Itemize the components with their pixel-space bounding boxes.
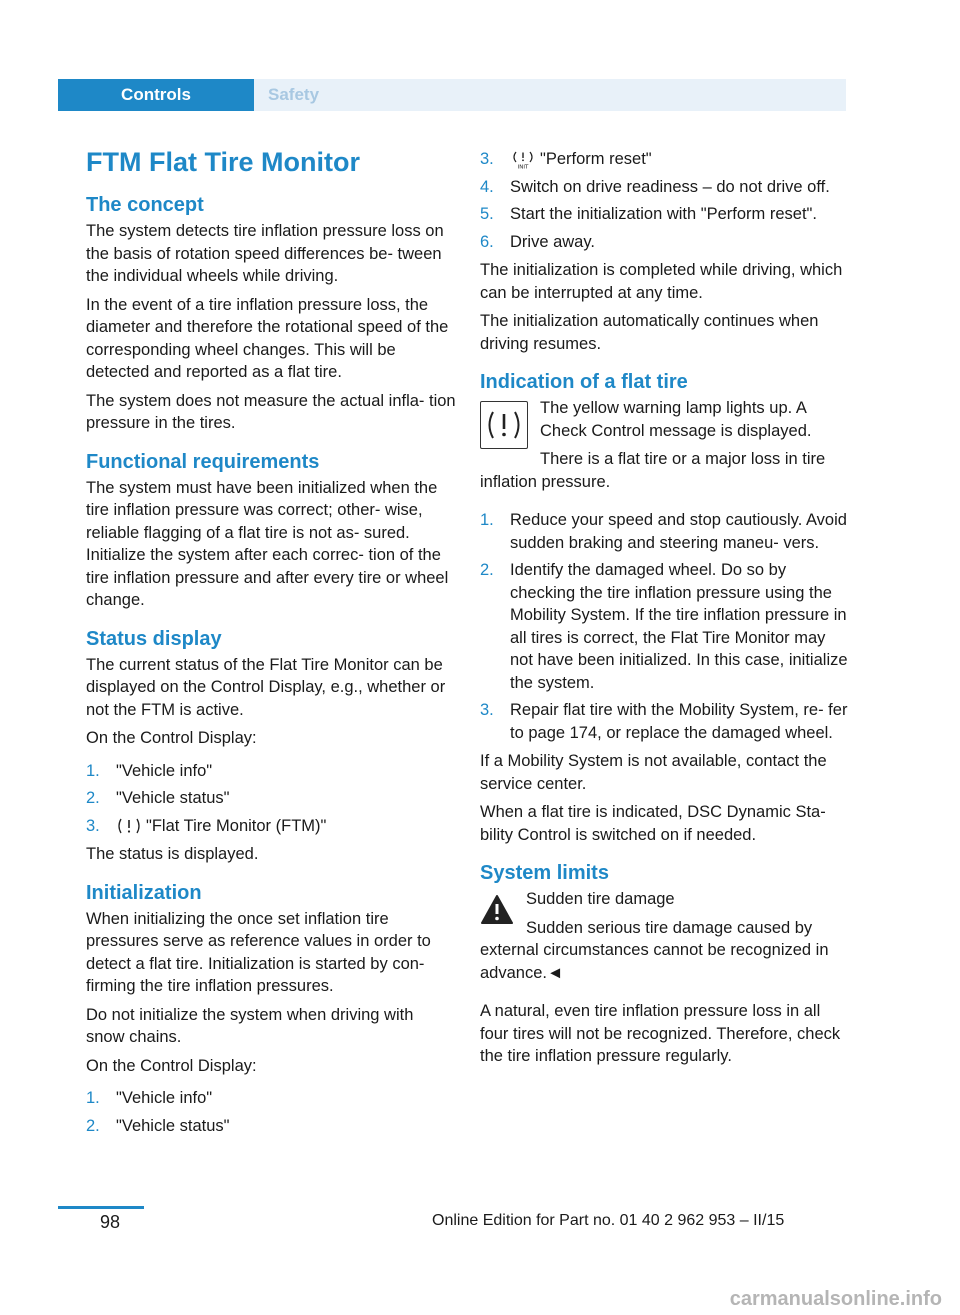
status-paragraph-3: The status is displayed. (86, 845, 259, 863)
edition-info: Online Edition for Part no. 01 40 2 962 953 – II/15 (432, 1212, 785, 1229)
list-item: 3. "Flat Tire Monitor (FTM)" (86, 816, 327, 835)
list-item: 1. "Vehicle info" (86, 761, 213, 780)
warning-title: Sudden tire damage (526, 890, 675, 908)
heading-status-display: Status display (86, 627, 222, 650)
list-item: 3. INIT "Perform reset" (480, 150, 652, 169)
page-number: 98 (100, 1212, 121, 1232)
heading-system-limits: System limits (480, 862, 609, 884)
lamp-paragraph: The yellow warning lamp lights up. A Check Control message is displayed. (540, 399, 812, 440)
init-continues-paragraph: The initialization automatically continues when driving resumes. (480, 312, 819, 353)
status-paragraph-2: On the Control Display: (86, 729, 257, 747)
flat-tire-steps (480, 509, 852, 744)
init-paragraph-2: Do not initialize the system when driving with snow chains. (86, 1005, 414, 1046)
status-paragraph-1: The current status of the Flat Tire Monitor can be displayed on the Control Display, e.g., whether or not the FTM is active. (86, 655, 446, 719)
functional-paragraph: The system must have been initialized when the tire inflation pressure was correct; other- wise, reliable flagging of a flat tire is not as- sured. Initialize the system after each correc- tion of the tire inflation pressure and after every tire or wheel change. (86, 478, 449, 609)
init-paragraph-1: When initializing the once set inflation tire pressures serve as reference values in order to detect a flat tire. Initialization is started by con- firming the tire inflation pressures. (86, 909, 431, 995)
heading-initialization: Initialization (86, 881, 202, 904)
flat-tire-lamp-icon (480, 401, 528, 449)
left-column (86, 140, 456, 1143)
heading-concept: The concept (86, 194, 204, 216)
flat-tire-paragraph-3: When a flat tire is indicated, DSC Dynamic Sta- bility Control is switched on if needed. (480, 803, 826, 844)
init-steps-left (86, 1087, 456, 1137)
list-item: 3. Repair flat tire with the Mobility System, re- fer to page 174, or replace the damaged wheel. (480, 701, 848, 742)
tire-warning-icon (116, 817, 142, 835)
list-item: 1. Reduce your speed and stop cautiously. Avoid sudden braking and steering maneu- vers. (480, 511, 847, 552)
heading-indication-flat-tire: Indication of a flat tire (480, 371, 688, 393)
list-item: 4. Switch on drive readiness – do not drive off. (480, 177, 830, 196)
list-item: 2. Identify the damaged wheel. Do so by checking the tire inflation pressure using the Mobility System. If the tire inflation pressure in all tires is correct, the Flat Tire Monitor may not have been initialized. In this case, initialize the system. (480, 561, 848, 692)
list-item: 5. Start the initialization with "Perform reset". (480, 205, 817, 223)
heading-functional-requirements: Functional requirements (86, 450, 320, 473)
init-paragraph-3: On the Control Display: (86, 1056, 257, 1075)
page-title: FTM Flat Tire Monitor (86, 147, 360, 177)
tire-init-icon (510, 151, 536, 169)
init-completed-paragraph: The initialization is completed while driving, which can be interrupted at any time. (480, 261, 843, 302)
list-item: 2. "Vehicle status" (86, 1116, 230, 1135)
footer-line (58, 1206, 144, 1209)
watermark: carmanualsonline.info (729, 1288, 942, 1310)
list-item: 6. Drive away. (480, 232, 595, 251)
init-steps-right (480, 148, 852, 253)
flat-tire-paragraph-2: If a Mobility System is not available, contact the service center. (480, 752, 827, 793)
right-column (480, 140, 852, 1074)
tab-controls[interactable]: Controls (58, 79, 254, 111)
list-item: 2. "Vehicle status" (86, 789, 230, 807)
flat-tire-paragraph-1: There is a flat tire or a major loss in tire inflation pressure. (480, 450, 826, 491)
svg-text:INIT: INIT (517, 164, 529, 169)
concept-paragraph-3: The system does not measure the actual infla- tion pressure in the tires. (86, 391, 456, 432)
limits-paragraph: A natural, even tire inflation pressure loss in all four tires will not be recognized. Therefore, check the tire inflation pressure regularly. (480, 1002, 841, 1065)
warning-text: Sudden serious tire damage caused by external circumstances cannot be recognized in advance.◄ (480, 918, 829, 982)
tab-safety[interactable]: Safety (268, 85, 320, 104)
concept-paragraph-1: The system detects tire inflation pressure loss on the basis of rotation speed differences be- tween the individual wheels while driving. (86, 222, 444, 285)
list-item: 1. "Vehicle info" (86, 1089, 213, 1107)
warning-triangle-icon (480, 894, 514, 926)
concept-paragraph-2: In the event of a tire inflation pressure loss, the diameter and therefore the rotational speed of the corresponding wheel changes. This will be detected and reported as a flat tire. (86, 295, 449, 381)
status-steps (86, 760, 456, 838)
